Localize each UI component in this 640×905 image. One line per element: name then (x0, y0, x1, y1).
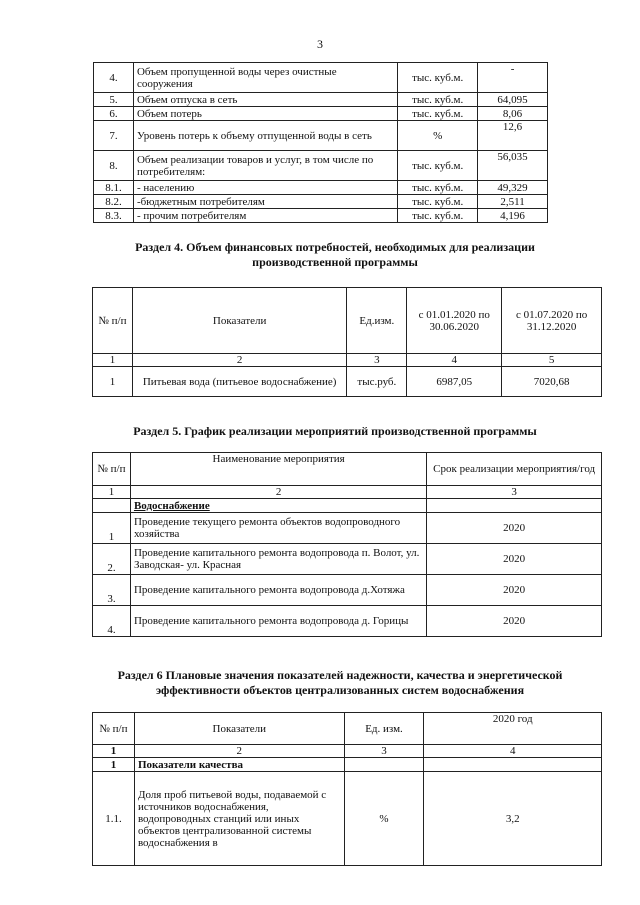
financial-needs-table (92, 287, 602, 397)
row-number: 8.2. (94, 195, 134, 209)
row-value: 8,06 (478, 107, 548, 121)
table-row (94, 63, 548, 93)
row-value: 56,035 (478, 151, 548, 181)
section6-title-line2: эффективности объектов централизованных систем водоснабжения (155, 683, 525, 697)
row-name: -бюджетным потребителям (133, 195, 397, 209)
section5-title: Раздел 5. График реализации мероприятий производственной программы (133, 424, 537, 438)
column-number: 4 (424, 745, 602, 758)
header-number: № п/п (93, 453, 131, 486)
table-numbering-row (93, 354, 602, 367)
column-number: 3 (427, 486, 602, 499)
header-year: 2020 год (424, 713, 602, 745)
row-value-2: 7020,68 (502, 367, 602, 397)
table-row (94, 195, 548, 209)
table-numbering-row (93, 486, 602, 499)
row-number: 3. (93, 575, 131, 606)
header-indicators: Показатели (132, 288, 346, 354)
column-number: 4 (407, 354, 502, 367)
row-unit: тыс. куб.м. (398, 107, 478, 121)
table-row (94, 107, 548, 121)
header-indicators: Показатели (134, 713, 344, 745)
row-name: Уровень потерь к объему отпущенной воды в сеть (133, 121, 397, 151)
row-number: 7. (94, 121, 134, 151)
row-value: - (478, 63, 548, 93)
column-number: 1 (93, 486, 131, 499)
table-row (94, 93, 548, 107)
row-value: 4,196 (478, 209, 548, 223)
activities-table (92, 452, 602, 637)
table-row (93, 367, 602, 397)
page-number: 3 (317, 37, 323, 51)
table-row (93, 544, 602, 575)
column-number: 3 (347, 354, 407, 367)
row-name: Проведение текущего ремонта объектов водопроводного хозяйства (130, 513, 426, 544)
group-unit (344, 758, 424, 772)
header-unit: Ед.изм. (347, 288, 407, 354)
row-name: Объем пропущенной воды через очистные сооружения (133, 63, 397, 93)
table-row (94, 209, 548, 223)
header-unit: Ед. изм. (344, 713, 424, 745)
row-unit: тыс. куб.м. (398, 93, 478, 107)
column-number: 1 (93, 745, 135, 758)
section4-title: Раздел 4. Объем финансовых потребностей, необходимых для реализации производственной программы (135, 240, 535, 269)
table-row (93, 772, 602, 866)
row-number: 4. (93, 606, 131, 637)
row-number: 6. (94, 107, 134, 121)
row-unit: тыс. куб.м. (398, 181, 478, 195)
table-row (94, 181, 548, 195)
row-name: - прочим потребителям (133, 209, 397, 223)
group-number: 1 (93, 758, 135, 772)
table-row (93, 513, 602, 544)
group-label: Показатели качества (134, 758, 344, 772)
row-value: 12,6 (478, 121, 548, 151)
section6-title-line1: Раздел 6 Плановые значения показателей надежности, качества и энергетической (117, 668, 563, 682)
quality-indicators-table (92, 712, 602, 866)
row-number: 2. (93, 544, 131, 575)
row-value: 3,2 (424, 772, 602, 866)
row-name: Питьевая вода (питьевое водоснабжение) (132, 367, 346, 397)
row-number: 1.1. (93, 772, 135, 866)
header-number: № п/п (93, 713, 135, 745)
row-unit: тыс. куб.м. (398, 63, 478, 93)
row-number: 8.1. (94, 181, 134, 195)
header-deadline: Срок реализации мероприятия/год (427, 453, 602, 486)
row-name: Объем реализации товаров и услуг, в том числе по потребителям: (133, 151, 397, 181)
row-unit: % (344, 772, 424, 866)
row-number: 4. (94, 63, 134, 93)
row-name: Проведение капитального ремонта водопровода п. Волот, ул. Заводская- ул. Красная (130, 544, 426, 575)
row-name: Объем потерь (133, 107, 397, 121)
header-number: № п/п (93, 288, 133, 354)
column-number: 2 (134, 745, 344, 758)
table-row (94, 121, 548, 151)
table-row (94, 151, 548, 181)
header-activity: Наименование мероприятия (130, 453, 426, 486)
row-name: Объем отпуска в сеть (133, 93, 397, 107)
column-number: 2 (132, 354, 346, 367)
column-number: 2 (130, 486, 426, 499)
indicators-table (93, 62, 548, 223)
row-year: 2020 (427, 544, 602, 575)
row-number: 1 (93, 367, 133, 397)
row-number: 8. (94, 151, 134, 181)
row-name: Проведение капитального ремонта водопровода д. Горицы (130, 606, 426, 637)
table-row (93, 575, 602, 606)
row-unit: тыс. куб.м. (398, 209, 478, 223)
header-period-2: с 01.07.2020 по 31.12.2020 (502, 288, 602, 354)
row-number: 1 (93, 513, 131, 544)
row-value: 49,329 (478, 181, 548, 195)
row-year: 2020 (427, 575, 602, 606)
table-group-row (93, 758, 602, 772)
group-label: Водоснабжение (130, 499, 426, 513)
row-name: Доля проб питьевой воды, подаваемой с источников водоснабжения, водопроводных станций или иных объектов централизованной системы водоснабжения в (134, 772, 344, 866)
row-year: 2020 (427, 606, 602, 637)
table-row (93, 606, 602, 637)
row-unit: тыс.руб. (347, 367, 407, 397)
table-group-row (93, 499, 602, 513)
row-unit: % (398, 121, 478, 151)
table-numbering-row (93, 745, 602, 758)
column-number: 3 (344, 745, 424, 758)
group-value (424, 758, 602, 772)
row-value: 2,511 (478, 195, 548, 209)
column-number: 1 (93, 354, 133, 367)
column-number: 5 (502, 354, 602, 367)
row-number: 5. (94, 93, 134, 107)
group-value (427, 499, 602, 513)
row-value-1: 6987,05 (407, 367, 502, 397)
row-value: 64,095 (478, 93, 548, 107)
table-header-row (93, 713, 602, 745)
table-header-row (93, 453, 602, 486)
table-header-row (93, 288, 602, 354)
row-number: 8.3. (94, 209, 134, 223)
row-unit: тыс. куб.м. (398, 151, 478, 181)
row-unit: тыс. куб.м. (398, 195, 478, 209)
group-number (93, 499, 131, 513)
row-name: Проведение капитального ремонта водопровода д.Хотяжа (130, 575, 426, 606)
header-period-1: с 01.01.2020 по 30.06.2020 (407, 288, 502, 354)
row-name: - населению (133, 181, 397, 195)
row-year: 2020 (427, 513, 602, 544)
